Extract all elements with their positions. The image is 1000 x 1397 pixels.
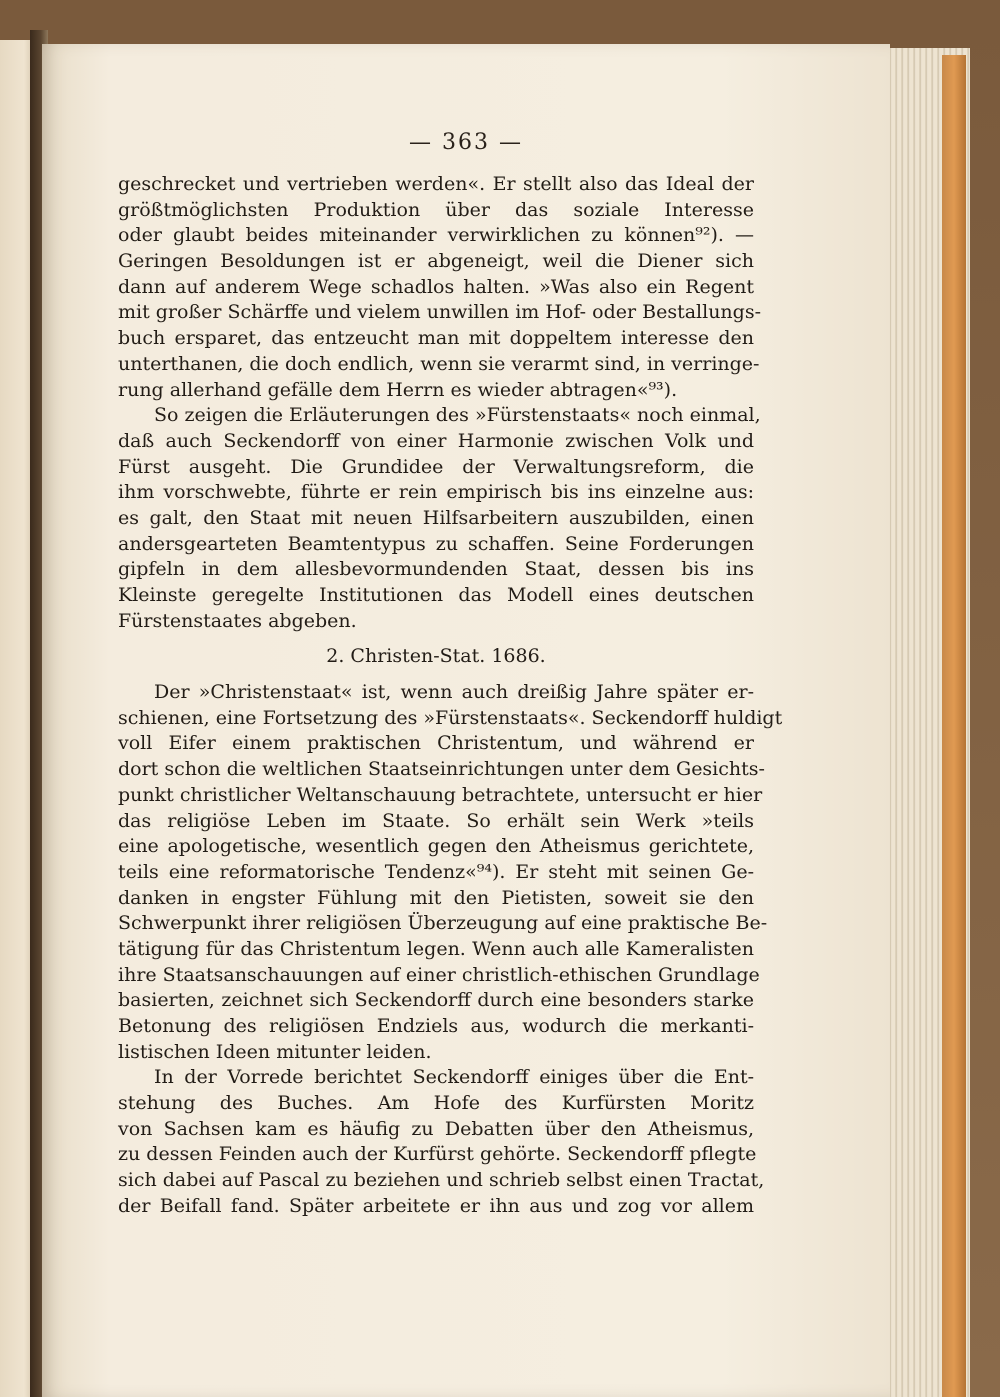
text-line: das religiöse Leben im Staate. So erhält sein Werk »teils: [118, 809, 754, 832]
text-line: Fürst ausgeht. Die Grundidee der Verwaltungsreform, die: [118, 455, 754, 478]
text-line: daß auch Seckendorff von einer Harmonie zwischen Volk und: [118, 429, 754, 452]
text-line: eine apologetische, wesentlich gegen den Atheismus gerichtete,: [118, 835, 754, 858]
text-line: listischen Ideen mitunter leiden.: [118, 1040, 432, 1063]
text-line: rung allerhand gefälle dem Herrn es wieder abtragen«⁹³).: [118, 378, 678, 401]
heading-spacer: [118, 670, 754, 680]
text-line: voll Eifer einem praktischen Christentum, und während er: [118, 732, 754, 755]
text-line: basierten, zeichnet sich Seckendorff durch eine besonders starke: [118, 989, 754, 1012]
text-line: danken in engster Fühlung mit den Pietisten, soweit sie den: [118, 886, 754, 909]
text-line: Der »Christenstaat« ist, wenn auch dreißig Jahre später er-: [154, 681, 754, 704]
text-line: Schwerpunkt ihrer religiösen Überzeugung auf eine praktische Be-: [118, 912, 768, 935]
text-line: mit großer Schärffe und vielem unwillen im Hof- oder Bestallungs-: [118, 301, 761, 324]
body-text: [118, 172, 783, 1220]
text-line: es galt, den Staat mit neuen Hilfsarbeitern auszubilden, einen: [118, 506, 754, 529]
book-cover-edge: [942, 55, 966, 1397]
text-line: sich dabei auf Pascal zu beziehen und schrieb selbst einen Tractat,: [118, 1169, 765, 1192]
text-line: tätigung für das Christentum legen. Wenn auch alle Kameralisten: [118, 937, 754, 960]
section-heading: 2. Christen-Stat. 1686.: [326, 645, 546, 668]
text-line: der Beifall fand. Später arbeitete er ihn aus und zog vor allem: [118, 1194, 754, 1217]
text-line: ihre Staatsanschauungen auf einer christlich-ethischen Grundlage: [118, 963, 760, 986]
text-line: unterthanen, die doch endlich, wenn sie verarmt sind, in verringe-: [118, 352, 760, 375]
text-line: gipfeln in dem allesbevormundenden Staat, dessen bis ins: [118, 558, 754, 581]
text-line: von Sachsen kam es häufig zu Debatten über den Atheismus,: [118, 1117, 754, 1140]
text-line: zu dessen Feinden auch der Kurfürst gehörte. Seckendorff pflegte: [118, 1143, 757, 1166]
text-line: So zeigen die Erläuterungen des »Fürstenstaats« noch einmal,: [154, 404, 761, 427]
text-line: Betonung des religiösen Endziels aus, wodurch die merkanti-: [118, 1015, 754, 1037]
text-line: Geringen Besoldungen ist er abgeneigt, weil die Diener sich: [118, 250, 754, 273]
text-line: buch ersparet, das entzeucht man mit doppeltem interesse den: [118, 327, 754, 350]
text-line: teils eine reformatorische Tendenz«⁹⁴). Er steht mit seinen Ge-: [118, 860, 754, 883]
page-number: — 363 —: [409, 130, 523, 155]
text-line: stehung des Buches. Am Hofe des Kurfürsten Moritz: [118, 1092, 754, 1115]
text-line: schienen, eine Fortsetzung des »Fürstenstaats«. Seckendorff huldigt: [118, 706, 783, 729]
text-line: In der Vorrede berichtet Seckendorff einiges über die Ent-: [154, 1066, 754, 1089]
text-line: Kleinste geregelte Institutionen das Modell eines deutschen: [118, 584, 754, 606]
text-line: oder glaubt beides miteinander verwirklichen zu können⁹²). —: [118, 224, 754, 247]
text-line: andersgearteten Beamtentypus zu schaffen. Seine Forderungen: [118, 532, 754, 555]
text-line: geschrecket und vertrieben werden«. Er stellt also das Ideal der: [118, 173, 754, 195]
text-line: Fürstenstaates abgeben.: [118, 609, 357, 632]
text-line: punkt christlicher Weltanschauung betrachtete, untersucht er hier: [118, 783, 763, 806]
text-line: ihm vorschwebte, führte er rein empirisch bis ins einzelne aus:: [118, 481, 754, 504]
text-line: dort schon die weltlichen Staatseinrichtungen unter dem Gesichts-: [118, 758, 765, 781]
text-line: größtmöglichsten Produktion über das soziale Interesse: [118, 198, 754, 221]
heading-spacer: [118, 634, 754, 644]
text-line: dann auf anderem Wege schadlos halten. »Was also ein Regent: [118, 275, 754, 298]
